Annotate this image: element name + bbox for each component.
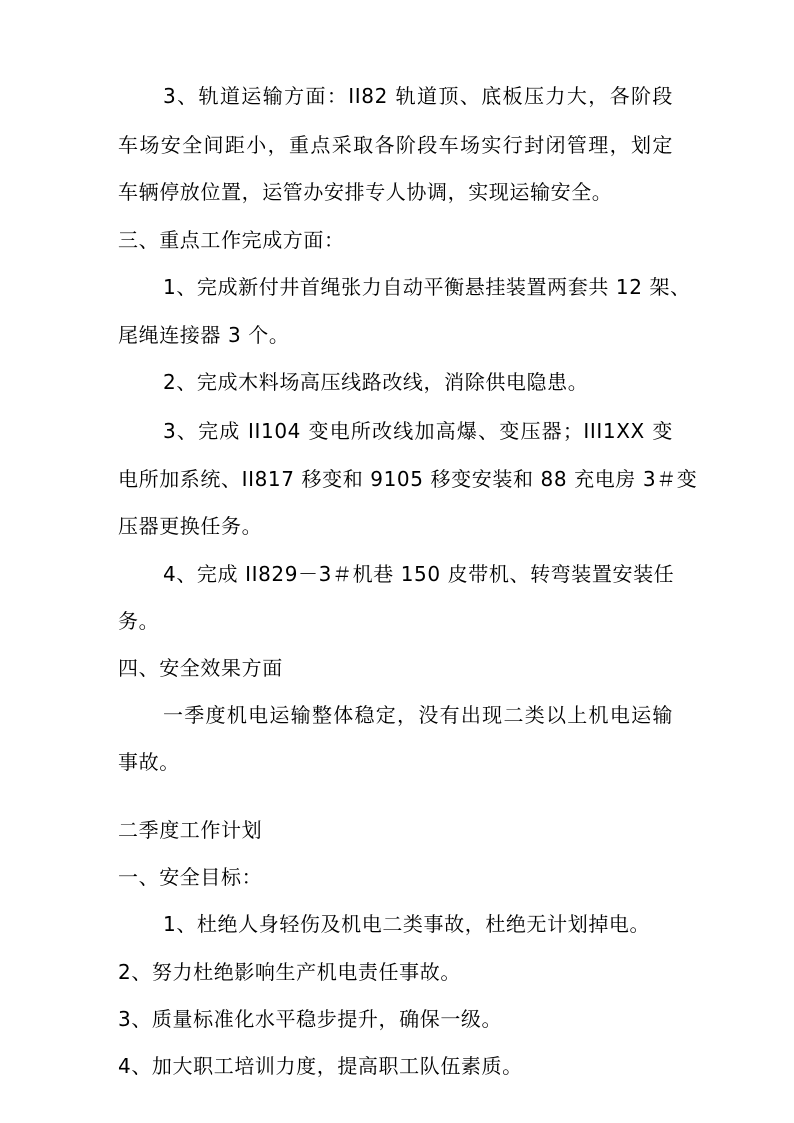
text-line: 3、轨道运输方面：II82 轨道顶、底板压力大，各阶段 bbox=[163, 84, 673, 108]
text-line: 4、完成 II829－3＃机巷 150 皮带机、转弯装置安装任 bbox=[163, 562, 675, 586]
text-line: 务。 bbox=[118, 609, 160, 633]
text-line: 事故。 bbox=[118, 750, 180, 774]
text-line: 一季度机电运输整体稳定，没有出现二类以上机电运输 bbox=[163, 703, 673, 727]
text-line: 车辆停放位置，运管办安排专人协调，实现运输安全。 bbox=[118, 180, 613, 204]
section-heading: 四、安全效果方面 bbox=[118, 656, 283, 680]
plan-title: 二季度工作计划 bbox=[118, 818, 263, 842]
section-heading: 三、重点工作完成方面： bbox=[118, 228, 345, 252]
text-line: 压器更换任务。 bbox=[118, 514, 263, 538]
text-line: 2、完成木料场高压线路改线，消除供电隐患。 bbox=[163, 370, 589, 394]
text-line: 1、完成新付井首绳张力自动平衡悬挂装置两套共 12 架、 bbox=[163, 275, 691, 299]
text-line: 3、完成 II104 变电所改线加高爆、变压器；III1XX 变 bbox=[163, 419, 673, 443]
section-heading: 一、安全目标： bbox=[118, 865, 263, 889]
text-line: 尾绳连接器 3 个。 bbox=[118, 323, 290, 347]
list-item: 4、加大职工培训力度，提高职工队伍素质。 bbox=[118, 1054, 523, 1078]
list-item: 1、杜绝人身轻伤及机电二类事故，杜绝无计划掉电。 bbox=[163, 912, 651, 936]
text-line: 电所加系统、II817 移变和 9105 移变安装和 88 充电房 3＃变 bbox=[118, 467, 698, 491]
text-line: 车场安全间距小，重点采取各阶段车场实行封闭管理，划定 bbox=[118, 133, 673, 157]
list-item: 2、努力杜绝影响生产机电责任事故。 bbox=[118, 960, 461, 984]
list-item: 3、质量标准化水平稳步提升，确保一级。 bbox=[118, 1007, 503, 1031]
